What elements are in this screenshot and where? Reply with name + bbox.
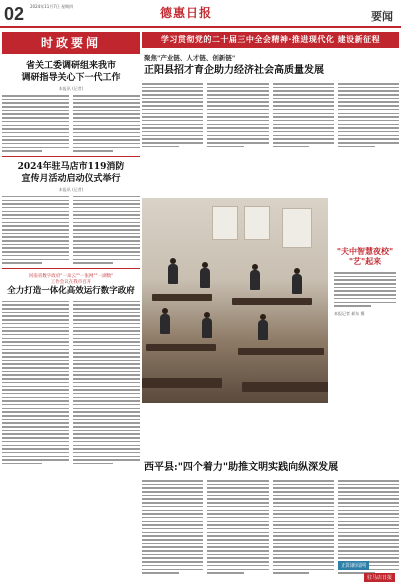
article-3-kicker: 河南省数字政府"一朵云""一张网""一湖数" bbox=[28, 273, 114, 279]
page-number: 02 bbox=[4, 4, 25, 24]
person bbox=[160, 314, 170, 334]
side-box-title-line1: "夫中智慧夜校" bbox=[336, 246, 394, 256]
desk bbox=[242, 382, 328, 392]
bottom-article-body bbox=[142, 480, 399, 574]
article-1-body bbox=[2, 95, 140, 152]
desk bbox=[232, 298, 312, 305]
side-box bbox=[331, 246, 399, 320]
main-article-body bbox=[142, 83, 399, 147]
page-header bbox=[0, 0, 401, 28]
person bbox=[168, 264, 178, 284]
side-box-body bbox=[331, 272, 399, 307]
person bbox=[200, 268, 210, 288]
article-3 bbox=[2, 273, 140, 465]
article-3-headline: 全力打造一体化高效运行数字政府 bbox=[7, 285, 135, 296]
date-line: 2024年11月7日 星期四 bbox=[30, 4, 74, 9]
window bbox=[244, 206, 270, 240]
main-article-kicker: 聚焦"产业链、人才链、创新链" bbox=[144, 54, 236, 62]
bottom-article bbox=[142, 460, 399, 574]
article-3-body bbox=[2, 301, 140, 465]
desk bbox=[238, 348, 324, 355]
divider bbox=[2, 268, 140, 269]
masthead: 德惠日报 bbox=[160, 6, 213, 20]
article-1 bbox=[2, 60, 140, 152]
divider bbox=[2, 156, 140, 157]
article-2 bbox=[2, 161, 140, 264]
person bbox=[258, 320, 268, 340]
footer-tag-right: 驻马店日报 bbox=[364, 573, 395, 582]
person bbox=[292, 274, 302, 294]
main-photo bbox=[142, 198, 328, 403]
person bbox=[202, 318, 212, 338]
window bbox=[212, 206, 238, 240]
main-article bbox=[142, 54, 399, 147]
article-1-headline-line2: 调研指导关心下一代工作 bbox=[21, 73, 121, 83]
left-column bbox=[2, 32, 140, 580]
article-1-byline: 本报讯 (记者) bbox=[58, 86, 84, 91]
desk bbox=[146, 344, 216, 351]
article-1-headline-line1: 省关工委调研组来我市 bbox=[25, 61, 116, 71]
side-box-title-line2: "艺"起来 bbox=[348, 256, 382, 266]
theme-banner: 学习贯彻党的二十届三中全会精神·推进现代化 建设新征程 bbox=[142, 32, 399, 48]
window bbox=[282, 208, 312, 248]
person bbox=[250, 270, 260, 290]
bottom-article-headline: 西平县:"四个着力"助推文明实践向纵深发展 bbox=[144, 462, 339, 473]
side-box-credit: 本报记者 郝东 摄 bbox=[334, 310, 365, 316]
article-3-kicker-2: 工作会议在我市召开 bbox=[50, 279, 92, 285]
footer-tag-left: 正阳新闻网 bbox=[338, 561, 369, 570]
article-2-headline-line1: 2024年驻马店市119消防 bbox=[17, 161, 125, 172]
right-column bbox=[142, 32, 399, 580]
desk bbox=[152, 294, 212, 301]
article-2-byline: 本报讯 (记者) bbox=[58, 186, 84, 192]
desk bbox=[142, 378, 222, 388]
section-banner: 时政要闻 bbox=[2, 32, 140, 54]
section-name: 要闻 bbox=[371, 10, 393, 23]
article-2-body bbox=[2, 196, 140, 264]
article-2-headline-line2: 宣传月活动启动仪式举行 bbox=[21, 173, 121, 184]
main-article-headline: 正阳县招才育企助力经济社会高质量发展 bbox=[144, 65, 324, 76]
